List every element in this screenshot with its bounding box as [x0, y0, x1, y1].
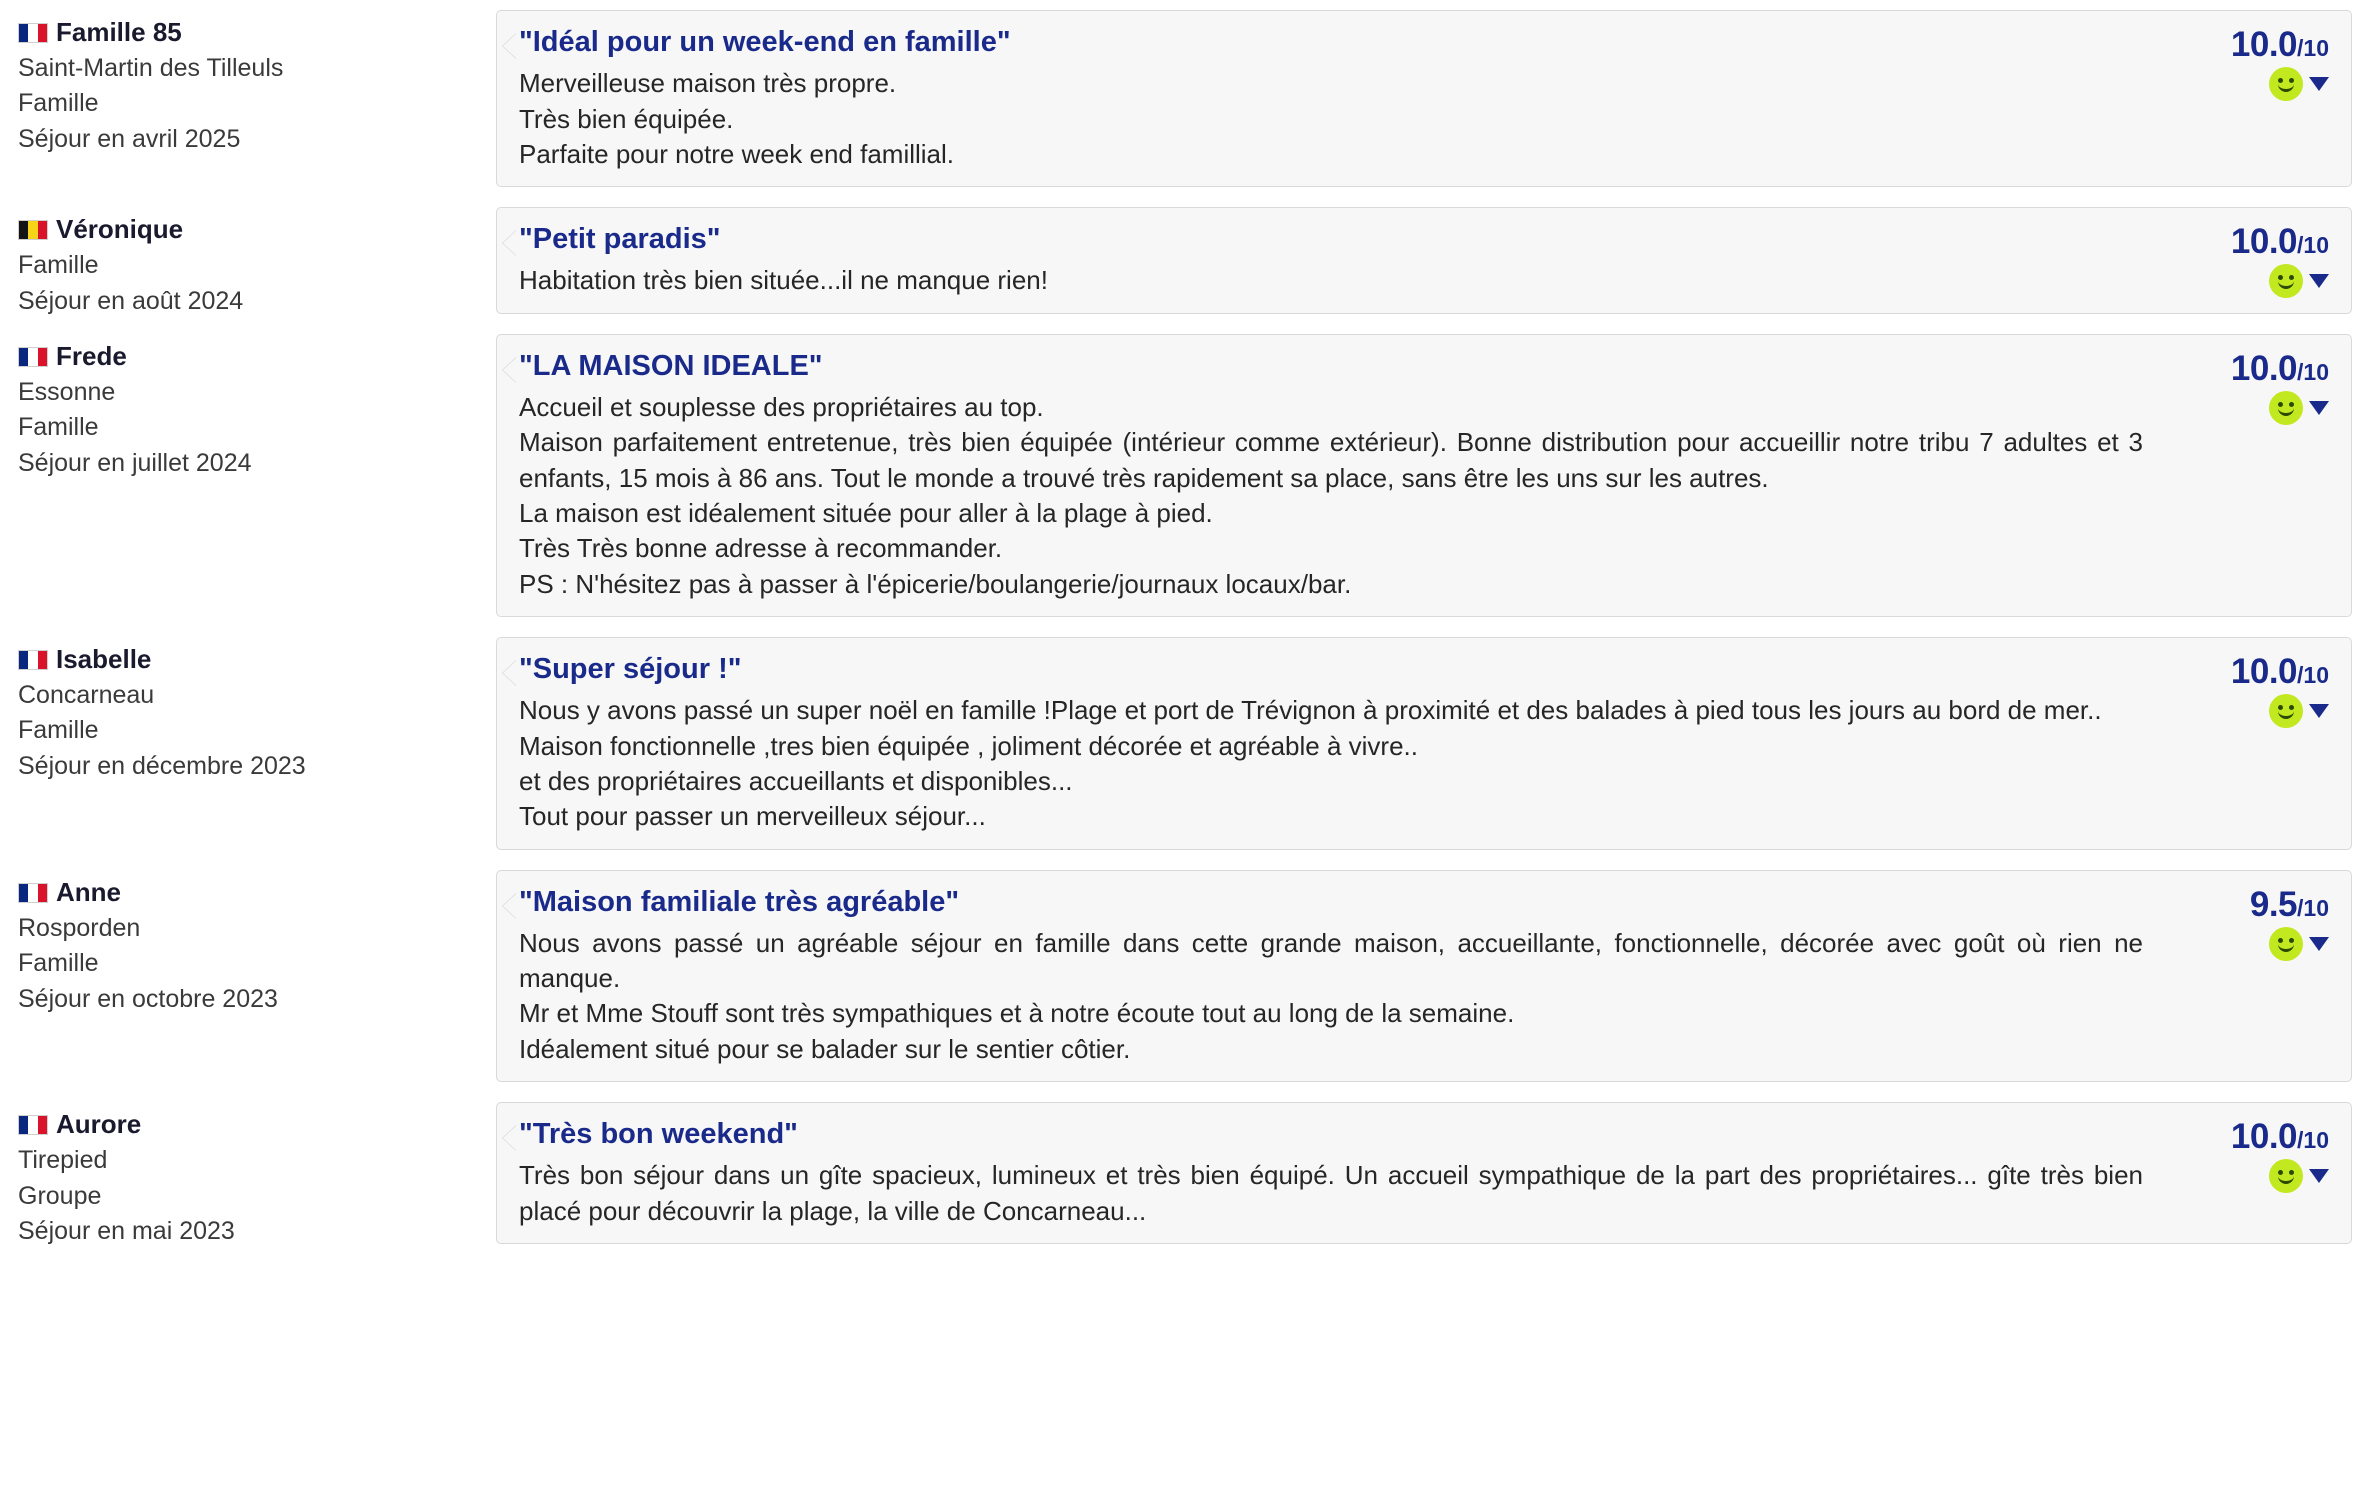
review-text: [519, 263, 2143, 298]
reviewer-city: Rosporden: [18, 913, 141, 942]
review-score: [2159, 883, 2329, 961]
review-card: [496, 10, 2352, 187]
reviewer-name-line: [18, 874, 468, 911]
reviewer-city: Saint-Martin des Tilleuls: [18, 53, 284, 82]
review-row: [0, 197, 2364, 324]
score-line: [2159, 652, 2329, 692]
score-line: [2159, 1117, 2329, 1157]
caret-down-icon[interactable]: [2309, 1169, 2329, 1183]
review-text-line: Maison parfaitement entretenue, très bien équipée (intérieur comme extérieur). Bonne distribution pour accueillir notre tribu 7 adultes et 3 enfants, 15 mois à 86 ans. Tout le monde a trouvé très rapidement sa place, sans être les uns sur les autres.: [519, 427, 2143, 493]
reviewer-info: [18, 1092, 478, 1249]
reviewer-city: Concarneau: [18, 680, 155, 709]
speech-pointer-icon: [503, 230, 517, 256]
reviewer-group-type: Groupe: [18, 1181, 102, 1210]
review-text-line: Maison fonctionnelle ,tres bien équipée , joliment décorée et agréable à vivre..: [519, 730, 1418, 761]
reviewer-name-line: [18, 211, 468, 248]
belgium-flag-icon: [18, 220, 48, 240]
review-text-line: Idéalement situé pour se balader sur le sentier côtier.: [519, 1033, 1131, 1064]
score-max-label: /10: [2297, 662, 2329, 689]
reviewer-name-line: [18, 1106, 468, 1143]
speech-pointer-icon: [503, 660, 517, 686]
review-text-line: Très bon séjour dans un gîte spacieux, lumineux et très bien équipé. Un accueil sympathique de la part des propriétaires... gîte très bien placé pour découvrir la plage, la ville de Concarneau...: [519, 1160, 2143, 1226]
score-icons: [2159, 927, 2329, 961]
reviewer-stay-date: Séjour en mai 2023: [18, 1217, 235, 1246]
review-card-wrapper: [478, 324, 2364, 627]
review-score: [2159, 23, 2329, 101]
score-max-label: /10: [2297, 1127, 2329, 1154]
review-text-line: Parfaite pour notre week end famillial.: [519, 138, 955, 169]
review-text: [519, 926, 2143, 1067]
score-max-label: /10: [2297, 894, 2329, 921]
score-max-label: /10: [2297, 35, 2329, 61]
review-score: [2159, 220, 2329, 298]
review-title: "Très bon weekend": [519, 1118, 798, 1151]
score-icons: [2159, 694, 2329, 728]
review-card-wrapper: [478, 1092, 2364, 1254]
reviewer-group-type: Famille: [18, 89, 99, 118]
review-text-line: Accueil et souplesse des propriétaires au top.: [519, 391, 1044, 422]
review-card: [496, 207, 2352, 314]
review-title: "Super séjour !": [519, 653, 742, 686]
review-text-line: Très Très bonne adresse à recommander.: [519, 533, 1003, 564]
france-flag-icon: [18, 1115, 48, 1135]
review-text-line: Très bien équipée.: [519, 103, 734, 134]
review-text: [519, 1158, 2143, 1229]
review-body: [519, 1115, 2159, 1229]
score-value: 10.0: [2230, 1117, 2298, 1157]
speech-pointer-icon: [503, 33, 517, 59]
speech-pointer-icon: [503, 357, 517, 383]
score-value: 10.0: [2230, 652, 2298, 692]
reviewer-stay-date: Séjour en juillet 2024: [18, 448, 252, 477]
review-text-line: Merveilleuse maison très propre.: [519, 68, 897, 99]
score-icons: [2159, 264, 2329, 298]
review-row: [0, 860, 2364, 1093]
review-body: [519, 220, 2159, 299]
reviewer-city: Tirepied: [18, 1146, 108, 1175]
smiley-happy-icon[interactable]: [2269, 264, 2303, 298]
review-text-line: Mr et Mme Stouff sont très sympathiques et à notre écoute tout au long de la semaine.: [519, 998, 1515, 1029]
score-value: 10.0: [2230, 222, 2298, 262]
reviewer-group-type: Famille: [18, 413, 99, 442]
review-score: [2159, 347, 2329, 425]
reviewer-info: [18, 627, 478, 784]
review-title: "Petit paradis": [519, 223, 721, 256]
score-max-label: /10: [2297, 358, 2329, 385]
review-score: [2159, 650, 2329, 728]
review-card-wrapper: [478, 860, 2364, 1093]
reviewer-name: Véronique: [56, 214, 184, 245]
reviewer-name: Anne: [56, 876, 121, 907]
review-card: [496, 870, 2352, 1083]
score-icons: [2159, 1159, 2329, 1193]
review-card: [496, 637, 2352, 850]
france-flag-icon: [18, 883, 48, 903]
score-line: [2159, 885, 2329, 925]
review-text-line: Habitation très bien située...il ne manque rien!: [519, 265, 1048, 296]
review-body: [519, 23, 2159, 172]
review-title: "Idéal pour un week-end en famille": [519, 26, 1011, 58]
score-icons: [2159, 391, 2329, 425]
review-text: [519, 66, 2143, 172]
review-card: [496, 334, 2352, 617]
review-title: "Maison familiale très agréable": [519, 885, 960, 918]
review-score: [2159, 1115, 2329, 1193]
review-card-wrapper: [478, 627, 2364, 860]
score-line: [2159, 25, 2329, 65]
reviewer-group-type: Famille: [18, 949, 99, 977]
review-row: [0, 627, 2364, 860]
france-flag-icon: [18, 650, 48, 670]
review-title: "LA MAISON IDEALE": [519, 349, 823, 382]
review-text: [519, 390, 2143, 602]
reviewer-info: [18, 0, 478, 157]
reviewer-stay-date: Séjour en octobre 2023: [18, 984, 278, 1013]
reviewer-stay-date: Séjour en août 2024: [18, 286, 244, 315]
score-icons: [2159, 67, 2329, 101]
smiley-happy-icon[interactable]: [2269, 1159, 2303, 1193]
review-card-wrapper: [478, 197, 2364, 324]
review-card-wrapper: [478, 0, 2364, 197]
reviewer-info: [18, 860, 478, 1017]
review-text-line: La maison est idéalement située pour aller à la plage à pied.: [519, 497, 1213, 528]
review-body: [519, 883, 2159, 1068]
reviewer-name: Famille 85: [56, 17, 182, 47]
score-value: 9.5: [2249, 884, 2298, 924]
reviewer-stay-date: Séjour en avril 2025: [18, 124, 241, 153]
reviewer-name: Isabelle: [56, 644, 152, 675]
review-text: [519, 693, 2143, 834]
score-max-label: /10: [2297, 232, 2329, 259]
reviewer-group-type: Famille: [18, 251, 99, 280]
caret-down-icon[interactable]: [2309, 77, 2329, 91]
caret-down-icon[interactable]: [2309, 704, 2329, 718]
review-row: [0, 324, 2364, 627]
review-row: [0, 0, 2364, 197]
caret-down-icon[interactable]: [2309, 401, 2329, 415]
score-value: 10.0: [2230, 348, 2298, 388]
reviewer-city: Essonne: [18, 377, 116, 406]
review-text-line: PS : N'hésitez pas à passer à l'épicerie/boulangerie/journaux locaux/bar.: [519, 568, 1352, 599]
review-row: [0, 1092, 2364, 1254]
speech-pointer-icon: [503, 1125, 517, 1151]
review-card: [496, 1102, 2352, 1244]
speech-pointer-icon: [503, 893, 517, 919]
caret-down-icon[interactable]: [2309, 937, 2329, 951]
reviewer-name-line: [18, 338, 468, 375]
review-text-line: Nous avons passé un agréable séjour en famille dans cette grande maison, accueillante, fonctionnelle, décorée avec goût où rien ne manque.: [519, 927, 2143, 994]
reviewer-info: [18, 324, 478, 481]
smiley-happy-icon[interactable]: [2269, 391, 2303, 425]
review-text-line: Nous y avons passé un super noël en famille !Plage et port de Trévignon à proximité et des balades à pied tous les jours au bord de mer..: [519, 695, 2102, 726]
reviewer-group-type: Famille: [18, 716, 99, 745]
review-body: [519, 650, 2159, 835]
review-text-line: et des propriétaires accueillants et disponibles...: [519, 765, 1073, 796]
smiley-happy-icon[interactable]: [2269, 67, 2303, 101]
france-flag-icon: [18, 23, 48, 43]
score-line: [2159, 349, 2329, 389]
review-body: [519, 347, 2159, 602]
reviewer-name-line: [18, 641, 468, 678]
france-flag-icon: [18, 347, 48, 367]
reviewer-info: [18, 197, 478, 319]
score-value: 10.0: [2230, 25, 2298, 64]
reviewer-name: Frede: [56, 340, 127, 371]
caret-down-icon[interactable]: [2309, 274, 2329, 288]
review-text-line: Tout pour passer un merveilleux séjour...: [519, 801, 986, 832]
reviewer-name-line: [18, 14, 468, 51]
score-line: [2159, 222, 2329, 262]
smiley-happy-icon[interactable]: [2269, 694, 2303, 728]
smiley-happy-icon[interactable]: [2269, 927, 2303, 961]
reviewer-name: Aurore: [56, 1109, 142, 1140]
reviewer-stay-date: Séjour en décembre 2023: [18, 751, 306, 780]
